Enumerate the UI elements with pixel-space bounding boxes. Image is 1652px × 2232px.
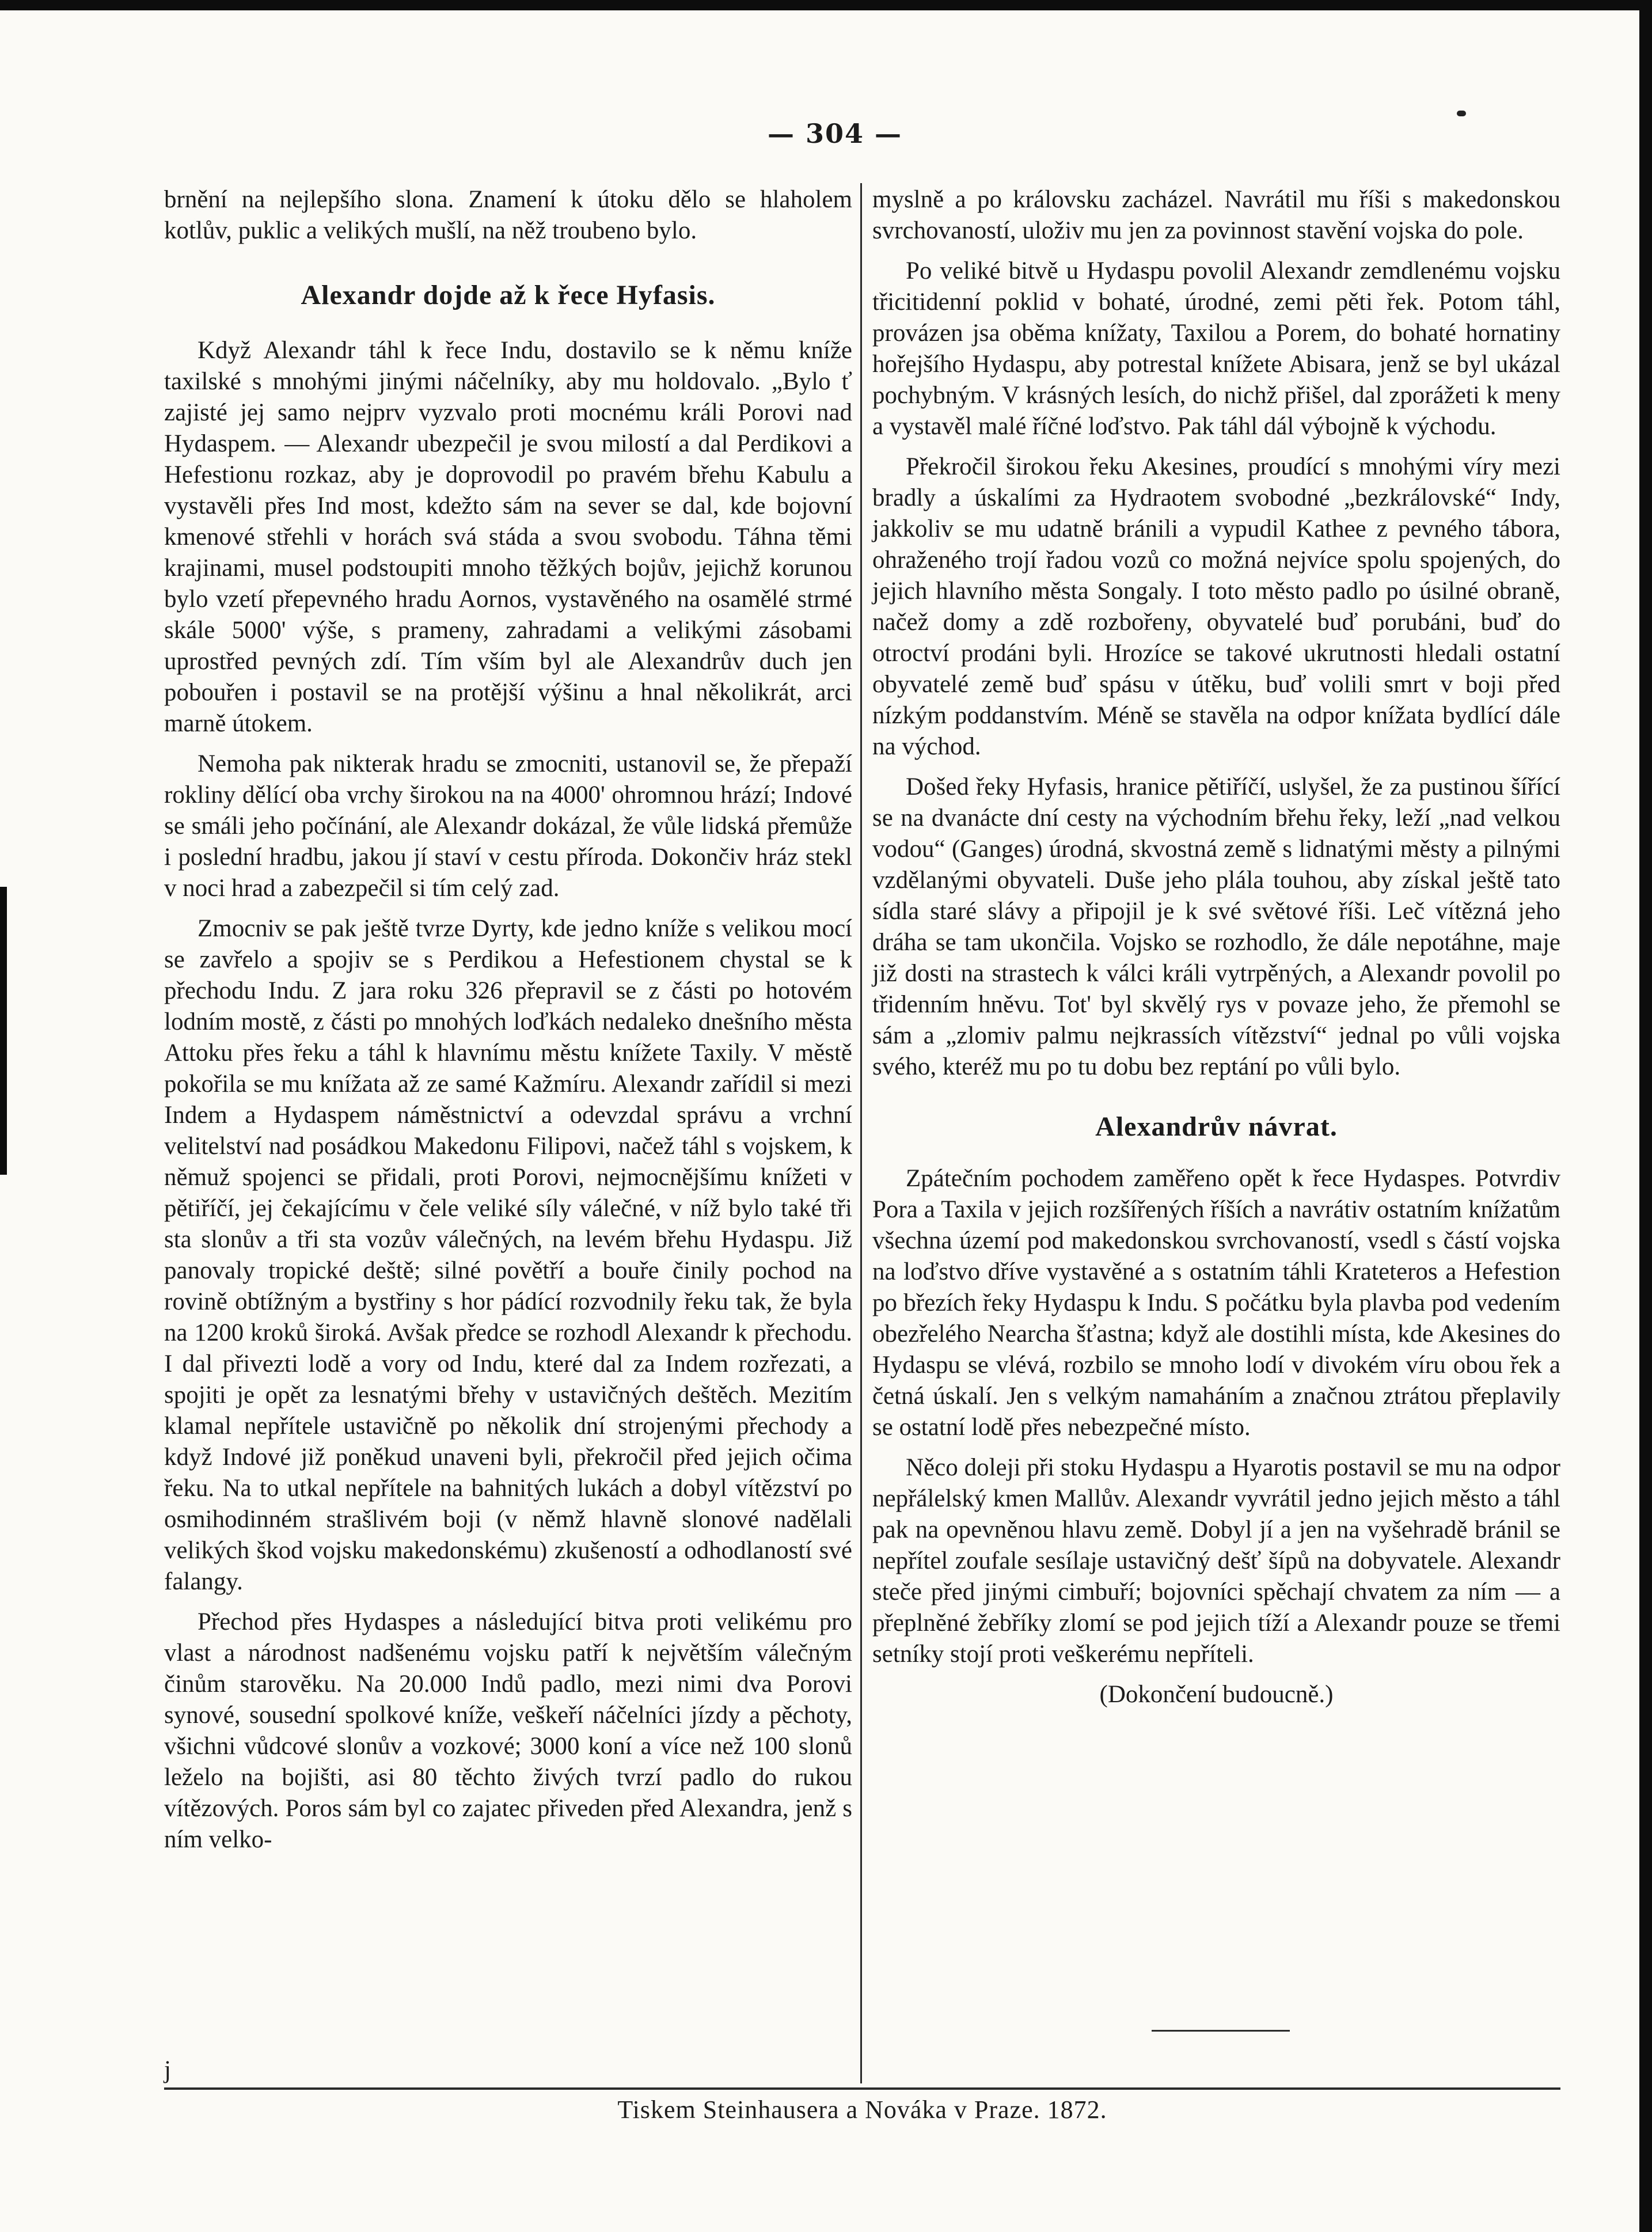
- column-divider: [860, 183, 862, 2083]
- right-paragraph: Došed řeky Hyfasis, hranice pětiříčí, uslyšel, že za pustinou šířící se na dvanácte dní cesty na východním břehu řeky, leží „nad velkou vodou“ (Ganges) úrodná, skvostná země s lidnatými městy a pilnými vzdělanými obyvateli. Duše jeho plála touhou, aby získal ještě tato sídla staré slávy a připojil je k své světové říši. Leč vítězná jeho dráha se tam ukončila. Vojsko se rozhodlo, že dále nepotáhne, maje již dosti na strastech k válci králi vytrpěných, a Alexandr povolil po třidenním hněvu. Tot' byl skvělý rys v povaze jeho, že přemohl se sám a „zlomiv palmu nejkrassích vítězství“ jednal po vůli vojska svého, kteréž mu po tu dobu bez reptání po vůli bylo.: [872, 773, 1560, 1080]
- scan-border-right: [1639, 0, 1652, 2232]
- scan-border-top: [0, 0, 1652, 10]
- continuation-note: (Dokončení budoucně.): [1099, 1681, 1334, 1708]
- left-paragraph: Nemoha pak nikterak hradu se zmocniti, ustanovil se, že přepaží rokliny dělící oba vrchy širokou na na 4000' ohromnou hrází; Indové se smáli jeho počínání, ale Alexandr dokázal, že vůle lidská přemůže i poslední hradbu, jakou jí staví v cestu příroda. Dokončiv hráz stekl v noci hrad a zabezpečil si tím celý zad.: [164, 750, 852, 902]
- right-paragraph: Překročil širokou řeku Akesines, proudící s mnohými víry mezi bradly a úskalími za Hydraotem svobodné „bezkrálovské“ Indy, jakkoliv se mu udatně bránili a vypudil Kathee z pevného tábora, ohraženého trojí řadou vozů co možná nejvíce spolu spojených, do jejich hlavního města Songaly. I toto město padlo po úsilné obraně, načež domy a zdě rozbořeny, obyvatelé buď porubáni, buď do otroctví prodáni byli. Hrozíce se takové ukrutnosti hledali ostatní obyvatelé země buď spásu v útěku, buď volili smrt v boji před nízkým poddanstvím. Méně se stavěla na odpor knížata bydlící dále na východ.: [872, 453, 1560, 760]
- end-rule: [1152, 2030, 1290, 2032]
- scan-border-left: [0, 887, 7, 1175]
- left-paragraph: Když Alexandr táhl k řece Indu, dostavilo se k němu kníže taxilské s mnohými jinými náčelníky, aby mu holdovalo. „Bylo ť zajisté jej samo nejprv vyzvalo proti mocnému králi Porovi nad Hydaspem. — Alexandr ubezpečil je svou milostí a dal Perdikovi a Hefestionu rozkaz, aby je doprovodil po pravém břehu Kabulu a vystavěli přes Ind most, kdežto sám na sever se dal, kde bojovní kmenové střehli v horách svá stáda a svou svobodu. Táhna těmi krajinami, musel podstoupiti mnoho těžkých bojův, jejichž korunou bylo vzetí přepevného hradu Aornos, vystavěného na osamělé strmé skále 5000' výše, s prameny, zahradami a velikými zásobami uprostřed pevných zdí. Tím vším byl ale Alexandrův duch jen pobouřen i postavil se na protější výšinu a hnal několikrát, arci marně útokem.: [164, 337, 852, 737]
- stray-mark: j: [164, 2056, 171, 2083]
- right-column: [872, 184, 1560, 1719]
- printer-imprint: Tiskem Steinhausera a Nováka v Praze. 1872.: [617, 2096, 1107, 2124]
- section-heading-hyfasis: Alexandr dojde až k řece Hyfasis.: [301, 280, 716, 310]
- left-paragraph: Přechod přes Hydaspes a následující bitva proti velikému pro vlast a národnost nadšenému vojsku patří k největším válečným činům starověku. Na 20.000 Indů padlo, mezi nimi dva Porovi synové, sousední spolkové kníže, veškeří náčelníci jízdy a pěchoty, všichni vůdcové slonův a vozkové; 3000 koní a více než 100 slonů leželo na bojišti, asi 80 těchto živých tvrzí padlo do rukou vítězových. Poros sám byl co zajatec přiveden před Alexandra, jenž s ním velko-: [164, 1608, 852, 1853]
- section-heading-return: Alexandrův návrat.: [1095, 1111, 1338, 1142]
- left-column: [164, 184, 852, 1865]
- left-paragraph: Zmocniv se pak ještě tvrze Dyrty, kde jedno kníže s velikou mocí se zavřelo a spojiv se s Perdikou a Hefestionem chystal se k přechodu Indu. Z jara roku 326 přepravil se z části po hotovém lodním mostě, z části po mnohých loďkách nedaleko dnešního města Attoku přes řeku a táhl k hlavnímu městu knížete Taxily. V městě pokořila se mu knížata až ze samé Kažmíru. Alexandr zařídil si mezi Indem a Hydaspem náměstnictví a odevzdal správu a vrchní velitelství nad posádkou Makedonu Filipovi, načež táhl s vojskem, k němuž spojenci se přidali, proti Porovi, nejmocnějšímu knížeti v pětiříčí, jej čekajícímu v čele veliké síly válečné, v níž bylo také tři sta slonův a tři sta vozův válečných, na levém břehu Hydaspu. Již panovaly tropické deště; silné povětří a bouře činily pochod na rovině obtížným a bystřiny s hor pádící rozvodnily řeku tak, že byla na 1200 kroků široká. Avšak předce se rozhodl Alexandr k přechodu. I dal přivezti lodě a vory od Indu, které dal za Indem rozřezati, a spojiti je opět za lesnatými břehy v ustavičných deštěch. Mezitím klamal nepřítele ustavičně po několik dní strojenými přechody a když Indové již poněkud unaveni byli, překročil před jejich očima řeku. Na to utkal nepřítele na bahnitých lukách a dobyl vítězství po osmihodinném strašlivém boji (v němž hlavně slonové nadělali velikých škod vojsku makedonskému) zkušeností a odhodlaností své falangy.: [164, 915, 852, 1595]
- left-opening-paragraph: brnění na nejlepšího slona. Znamení k útoku dělo se hlaholem kotlův, puklic a velikých mušlí, na něž troubeno bylo.: [164, 186, 852, 244]
- right-opening-paragraph: myslně a po královsku zacházel. Navrátil mu říši s makedonskou svrchovaností, uloživ mu jen za povinnost stavění vojska do pole.: [872, 186, 1560, 244]
- page-number: — 304 —: [767, 118, 903, 149]
- right-paragraph: Něco doleji při stoku Hydaspu a Hyarotis postavil se mu na odpor nepřálelský kmen Mallův. Alexandr vyvrátil jedno jejich město a táhl pak na opevněnou hlavu země. Dobyl jí a jen na vyšehradě bránil se nepřítel zoufale sesílaje ustavičný dešť šípů na dobyvatele. Alexandr steče před jinými cimbuří; bojovníci spěchají chvatem za ním — a přeplněné žebříky zlomí se pod jejich tíží a Alexandr pouze se třemi setníky stojí proti veškerému nepříteli.: [872, 1454, 1560, 1668]
- ink-speck: [1457, 111, 1466, 116]
- right-paragraph: Zpátečním pochodem zaměřeno opět k řece Hydaspes. Potvrdiv Pora a Taxila v jejich rozšířených říších a navrátiv ostatním knížatům všechna území pod makedonskou svrchovaností, vsedl s částí vojska na loďstvo dříve vystavěné a s ostatním táhli Krateteros a Hefestion po březích řeky Hydaspu k Indu. S počátku byla plavba pod vedením obezřelého Nearcha šťastna; když ale dostihli místa, kde Akesines do Hydaspu se vlévá, rozbilo se mnoho lodí v divokém víru obou řek a četná úskalí. Jen s velkým namaháním a značnou ztrátou přeplavily se ostatní lodě přes nebezpečné místo.: [872, 1165, 1560, 1441]
- right-paragraph: Po veliké bitvě u Hydaspu povolil Alexandr zemdlenému vojsku třicitidenní poklid v bohaté, úrodné, zemi pěti řek. Potom táhl, provázen jsa oběma knížaty, Taxilou a Porem, do bohaté hornatiny hořejšího Hydaspu, aby potrestal knížete Abisara, jenž se byl ukázal pochybným. V krásných lesích, do nichž přišel, dal zporážeti k meny a vystavěl malé říčné loďstvo. Pak táhl dál výbojně k východu.: [872, 257, 1560, 440]
- footer-rule: [164, 2087, 1560, 2090]
